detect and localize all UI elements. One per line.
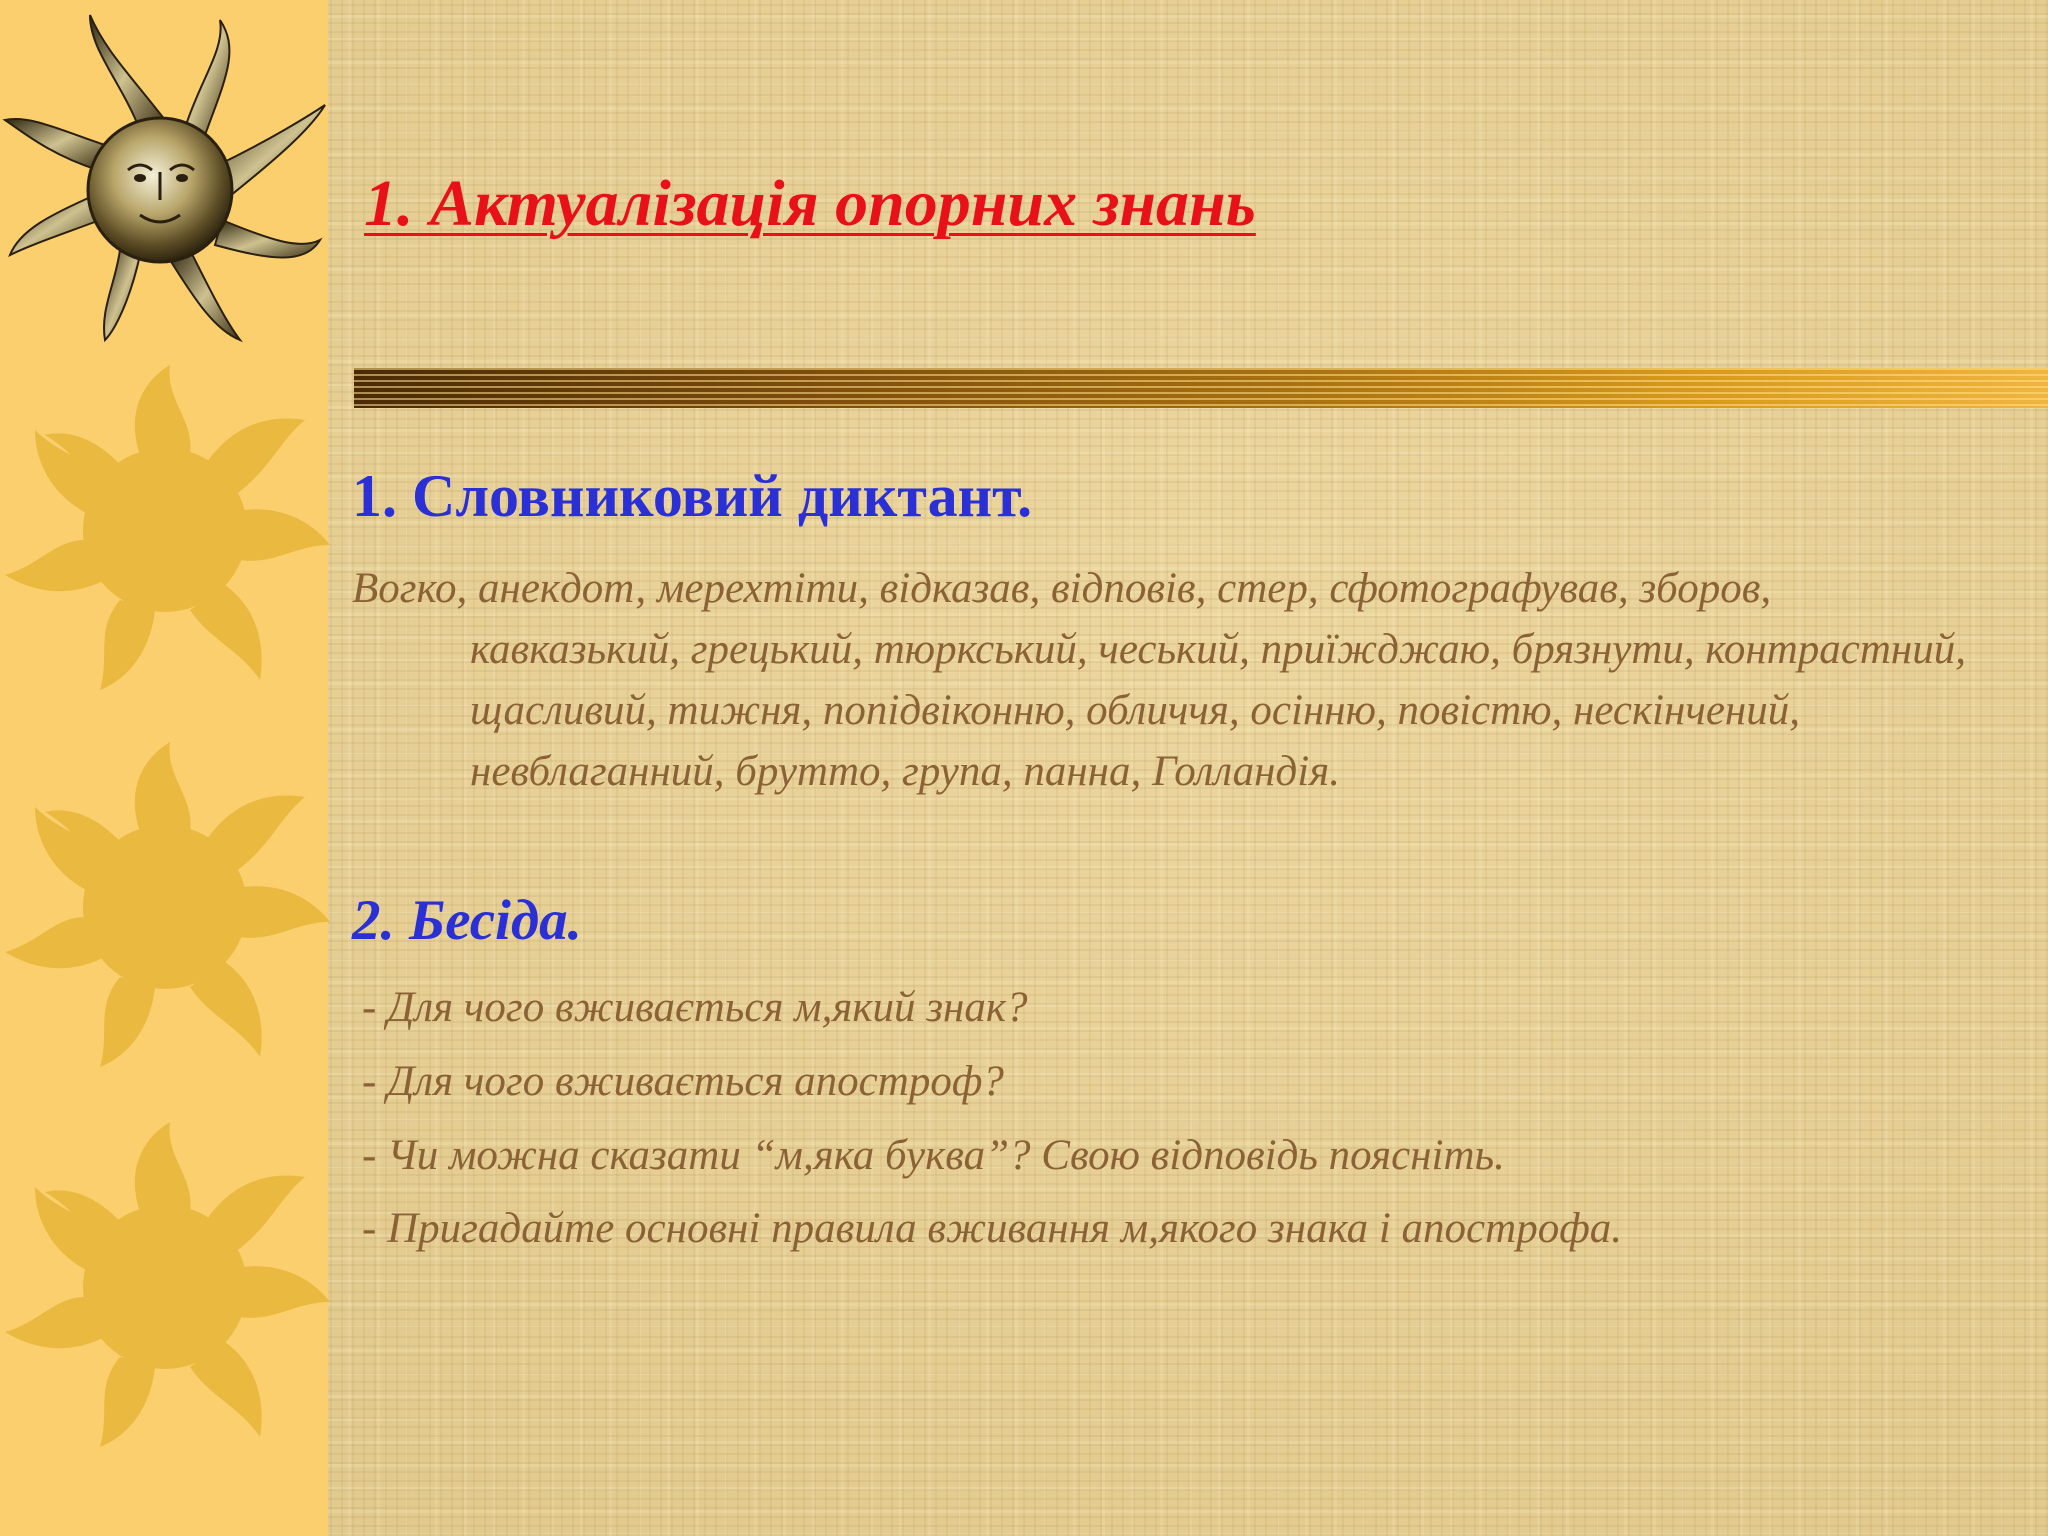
dictation-word-list: Вогко, анекдот, мерехтіти, відказав, відповів, стер, сфотографував, зборов, кавказький, грецький, тюркський, чеський, приїжджаю, брязнути, контрастний, щасливий, тижня, попідвіконню, обличчя, осінню, повістю, нескінчений, невблаганний, брутто, група, панна, Голландія. (352, 565, 1966, 795)
list-item: - Для чого вживається м,який знак? (362, 984, 1028, 1031)
section-heading-dictation: 1. Словниковий диктант. (352, 463, 1033, 529)
sun-icon (0, 1122, 330, 1452)
decorative-divider-bar (354, 368, 2048, 408)
list-item: - Пригадайте основні правила вживання м,якого знака і апострофа. (362, 1205, 1622, 1252)
section-heading-conversation: 2. Бесіда. (352, 889, 582, 952)
sun-icon (0, 742, 330, 1072)
metal-sun-face-icon (0, 0, 330, 345)
slide-title: 1. Актуалізація опорних знань (364, 167, 1256, 240)
sun-icon (0, 365, 330, 695)
list-item: - Чи можна сказати “м,яка буква”? Свою відповідь поясніть. (362, 1132, 1505, 1179)
left-decorative-strip (0, 0, 328, 1536)
question-list (362, 976, 1862, 1271)
list-item: - Для чого вживається апостроф? (362, 1058, 1004, 1105)
